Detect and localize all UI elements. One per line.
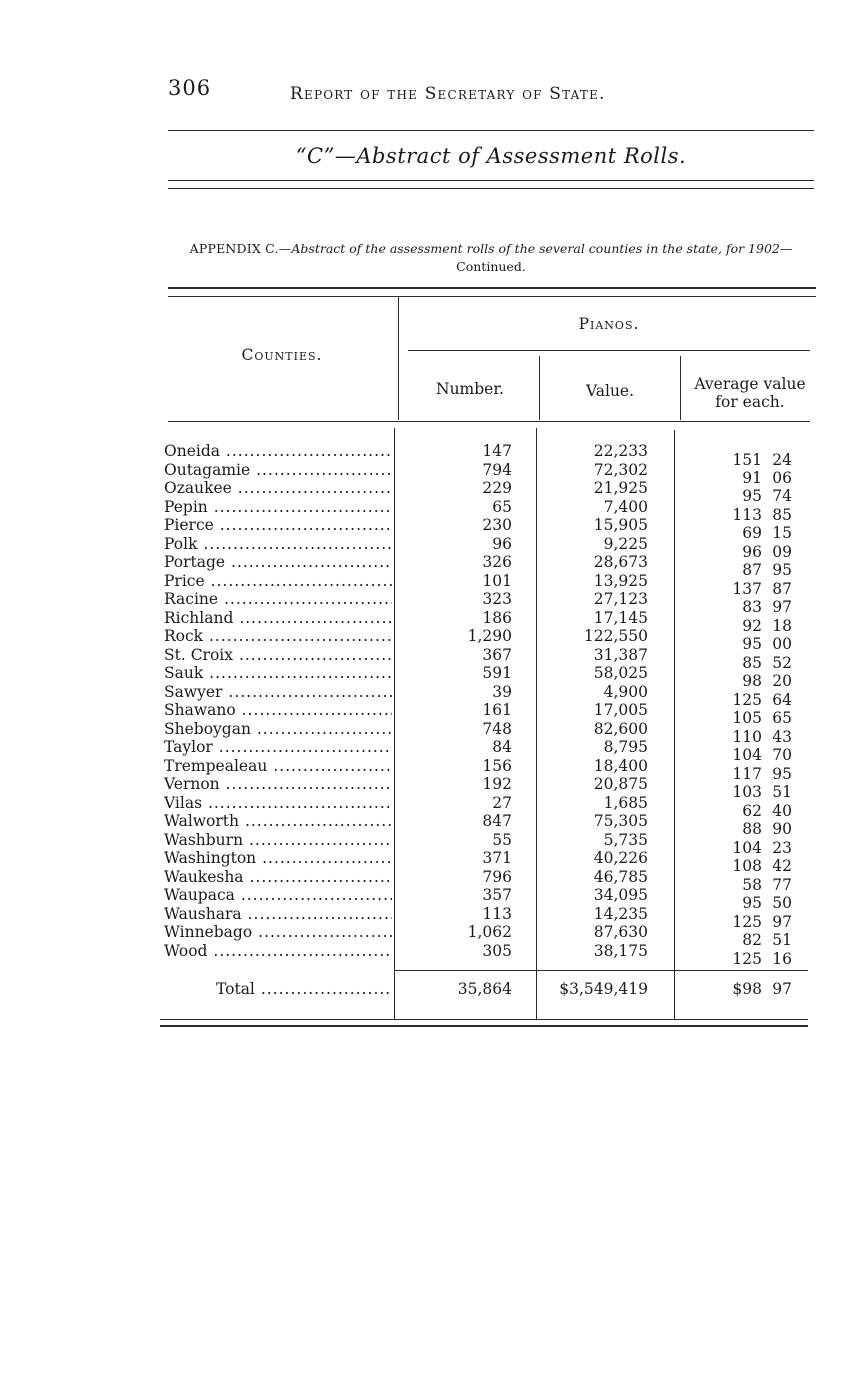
piano-value: 17,005 (593, 701, 648, 719)
average-dollars: 117 (732, 764, 762, 783)
average-dollars: 104 (732, 746, 762, 764)
total-row (160, 980, 810, 999)
piano-value: 122,550 (583, 627, 648, 645)
average-dollars: 105 (732, 709, 762, 727)
average-cents: 90 (772, 820, 792, 838)
appendix-label: APPENDIX C.— (189, 241, 292, 256)
county-name: Pepin ..... (164, 498, 392, 517)
average-cents: 97 (772, 912, 792, 931)
average-dollars: 87 (742, 561, 762, 579)
total-average-cents: 97 (772, 980, 792, 998)
piano-value: 7,400 (603, 497, 648, 516)
table-row (160, 682, 810, 709)
county-name: Polk ..... (164, 535, 392, 554)
table-row (160, 719, 810, 746)
average-cents: 18 (772, 616, 792, 635)
average-cents: 00 (772, 635, 792, 653)
average-cents: 97 (772, 598, 792, 616)
county-name: Oneida ..... (164, 442, 392, 461)
piano-number: 357 (482, 886, 512, 904)
average-dollars: 137 (732, 579, 762, 598)
piano-number: 1,062 (467, 923, 512, 941)
table-row (160, 497, 810, 524)
average-dollars: 62 (742, 801, 762, 820)
appendix-description: Abstract of the assessment rolls of the several counties in the state, for 1902 (291, 241, 780, 256)
average-cents: 87 (772, 579, 792, 598)
piano-value: 13,925 (593, 571, 648, 590)
title-bottom-rule (168, 180, 814, 181)
total-label: Total ..... (216, 980, 392, 999)
title-top-rule (168, 130, 814, 131)
county-name: Taylor ..... (164, 738, 392, 757)
average-dollars: 98 (742, 672, 762, 690)
average-header (682, 375, 818, 411)
average-dollars: 92 (742, 616, 762, 635)
piano-number: 591 (482, 664, 512, 682)
average-dollars: 58 (742, 875, 762, 894)
average-cents: 24 (772, 451, 792, 469)
county-name: Sawyer ..... (164, 683, 392, 702)
average-cents: 06 (772, 468, 792, 487)
average-dollars: 110 (732, 727, 762, 746)
piano-value: 21,925 (593, 479, 648, 497)
piano-value: 82,600 (593, 719, 648, 738)
average-cents: 42 (772, 857, 792, 875)
average-dollars: 125 (732, 949, 762, 968)
average-dollars: 82 (742, 931, 762, 949)
table-row (160, 830, 810, 857)
county-name: Shawano ..... (164, 701, 392, 720)
county-name: Portage ..... (164, 553, 392, 572)
piano-number: 65 (492, 497, 512, 516)
table-row (160, 534, 810, 561)
piano-value: 58,025 (593, 664, 648, 682)
piano-value: 4,900 (603, 682, 648, 701)
table-row (160, 941, 810, 968)
piano-number: 84 (492, 738, 512, 756)
table-row (160, 516, 810, 542)
table-row (160, 904, 810, 931)
piano-number: 323 (482, 590, 512, 608)
table-row (160, 701, 810, 727)
piano-value: 40,226 (593, 849, 648, 867)
piano-value: 5,735 (603, 830, 648, 849)
table-row (160, 849, 810, 875)
piano-value: 14,235 (593, 904, 648, 923)
table-row (160, 627, 810, 653)
county-name: Winnebago ..... (164, 923, 392, 942)
piano-value: 15,905 (593, 516, 648, 534)
county-name: Ozaukee ..... (164, 479, 392, 498)
piano-number: 186 (482, 608, 512, 627)
appendix-suffix: —Continued. (456, 241, 793, 274)
county-name: Pierce ..... (164, 516, 392, 535)
average-dollars: 69 (742, 524, 762, 542)
piano-value: 87,630 (593, 923, 648, 941)
number-header: Number. (436, 380, 504, 398)
piano-value: 8,795 (603, 738, 648, 756)
title-bottom-rule-2 (168, 188, 814, 189)
piano-number: 101 (482, 571, 512, 590)
piano-value: 27,123 (593, 590, 648, 608)
county-name: Trempealeau ..... (164, 757, 392, 776)
piano-number: 192 (482, 775, 512, 793)
piano-value: 38,175 (593, 941, 648, 960)
table-row (160, 756, 810, 783)
county-name: Walworth ..... (164, 812, 392, 831)
piano-number: 27 (492, 793, 512, 812)
total-top-rule (394, 970, 808, 971)
average-header-line2: for each. (715, 393, 785, 411)
county-name: Waupaca ..... (164, 886, 392, 905)
piano-value: 34,095 (593, 886, 648, 904)
average-cents: 50 (772, 894, 792, 912)
table-row (160, 775, 810, 801)
table-row (160, 442, 810, 469)
piano-number: 326 (482, 553, 512, 571)
piano-number: 161 (482, 701, 512, 719)
table-row (160, 608, 810, 635)
table-row (160, 738, 810, 764)
piano-number: 55 (492, 830, 512, 849)
piano-value: 31,387 (593, 645, 648, 664)
average-cents: 23 (772, 838, 792, 857)
table-row (160, 553, 810, 579)
table-row (160, 812, 810, 838)
average-cents: 95 (772, 764, 792, 783)
piano-value: 75,305 (593, 812, 648, 830)
pianos-header: Pianos. (578, 315, 640, 333)
average-dollars: 88 (742, 820, 762, 838)
piano-value: 20,875 (593, 775, 648, 793)
piano-value: 1,685 (603, 793, 648, 812)
appendix-caption (168, 240, 814, 276)
average-dollars: 125 (732, 912, 762, 931)
table-bottom-rule-2 (160, 1025, 808, 1027)
piano-number: 371 (482, 849, 512, 867)
table-row (160, 571, 810, 598)
piano-value: 18,400 (593, 756, 648, 775)
county-name: Waushara ..... (164, 905, 392, 924)
average-cents: 43 (772, 727, 792, 746)
table-row (160, 590, 810, 616)
average-cents: 65 (772, 709, 792, 727)
table-bottom-rule (160, 1019, 808, 1020)
county-name: Vernon ..... (164, 775, 392, 794)
average-dollars: 104 (732, 838, 762, 857)
average-cents: 52 (772, 653, 792, 672)
county-name: Price ..... (164, 572, 392, 591)
piano-value: 9,225 (603, 534, 648, 553)
piano-number: 113 (482, 904, 512, 923)
average-dollars: 91 (742, 468, 762, 487)
average-dollars: 95 (742, 635, 762, 653)
average-cents: 51 (772, 783, 792, 801)
county-name: Sauk ..... (164, 664, 392, 683)
piano-number: 847 (482, 812, 512, 830)
piano-value: 72,302 (593, 460, 648, 479)
piano-number: 156 (482, 756, 512, 775)
county-name: Washburn ..... (164, 831, 392, 850)
page-number: 306 (168, 76, 212, 100)
average-cents: 16 (772, 949, 792, 968)
average-cents: 40 (772, 801, 792, 820)
average-dollars: 95 (742, 487, 762, 505)
table-top-rule-2 (168, 296, 816, 297)
piano-value: 28,673 (593, 553, 648, 571)
average-cents: 74 (772, 487, 792, 505)
table-row (160, 793, 810, 820)
counties-column-rule (398, 296, 399, 420)
piano-value: 17,145 (593, 608, 648, 627)
average-cents: 15 (772, 524, 792, 542)
piano-number: 39 (492, 682, 512, 701)
county-name: St. Croix ..... (164, 646, 392, 665)
average-dollars: 96 (742, 542, 762, 561)
piano-number: 367 (482, 645, 512, 664)
group-header-rule (408, 350, 810, 351)
average-dollars: 95 (742, 894, 762, 912)
average-dollars: 151 (732, 451, 762, 469)
piano-number: 147 (482, 442, 512, 460)
table-row (160, 923, 810, 949)
county-name: Racine ..... (164, 590, 392, 609)
piano-number: 748 (482, 719, 512, 738)
county-name: Washington ..... (164, 849, 392, 868)
total-value: $3,549,419 (559, 980, 648, 998)
running-title: Report of the Secretary of State. (290, 84, 606, 104)
county-name: Vilas ..... (164, 794, 392, 813)
average-cents: 95 (772, 561, 792, 579)
table-row (160, 886, 810, 912)
total-number: 35,864 (457, 980, 512, 998)
average-dollars: 125 (732, 690, 762, 709)
county-name: Sheboygan ..... (164, 720, 392, 739)
average-dollars: 103 (732, 783, 762, 801)
average-cents: 70 (772, 746, 792, 764)
average-header-line1: Average value (694, 375, 806, 393)
county-name: Richland ..... (164, 609, 392, 628)
average-dollars: 113 (732, 505, 762, 524)
average-dollars: 108 (732, 857, 762, 875)
piano-number: 796 (482, 867, 512, 886)
table-row (160, 867, 810, 894)
table-row (160, 645, 810, 672)
table-top-rule (168, 287, 816, 289)
counties-header: Counties. (241, 346, 323, 364)
value-header: Value. (585, 382, 635, 400)
total-average-dollars: $98 (732, 980, 762, 998)
piano-number: 229 (482, 479, 512, 497)
piano-value: 46,785 (593, 867, 648, 886)
piano-number: 96 (492, 534, 512, 553)
county-name: Outagamie ..... (164, 461, 392, 480)
piano-value: 22,233 (593, 442, 648, 460)
average-cents: 85 (772, 505, 792, 524)
piano-number: 305 (482, 941, 512, 960)
average-cents: 20 (772, 672, 792, 690)
average-dollars: 83 (742, 598, 762, 616)
piano-number: 230 (482, 516, 512, 534)
average-cents: 51 (772, 931, 792, 949)
table-row (160, 479, 810, 505)
county-name: Waukesha ..... (164, 868, 392, 887)
table-row (160, 664, 810, 690)
average-cents: 77 (772, 875, 792, 894)
county-name: Wood ..... (164, 942, 392, 961)
average-cents: 09 (772, 542, 792, 561)
piano-number: 794 (482, 460, 512, 479)
value-column-rule (680, 356, 681, 420)
piano-number: 1,290 (467, 627, 512, 645)
section-title: “C”—Abstract of Assessment Rolls. (295, 144, 687, 168)
header-bottom-rule (168, 421, 810, 422)
average-dollars: 85 (742, 653, 762, 672)
average-cents: 64 (772, 690, 792, 709)
county-name: Rock ..... (164, 627, 392, 646)
